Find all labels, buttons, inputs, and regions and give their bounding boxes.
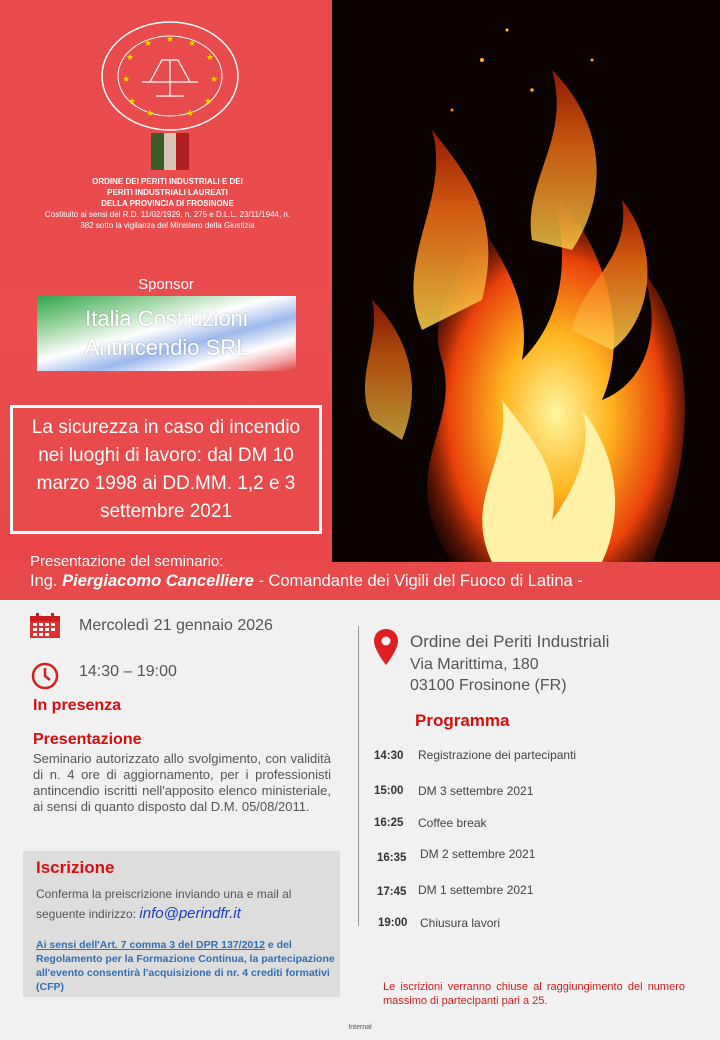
- presentation-label: Presentazione del seminario:: [30, 553, 224, 570]
- org-description: [20, 176, 315, 231]
- svg-text:★: ★: [206, 52, 215, 62]
- org-line-1: ORDINE DEI PERITI INDUSTRIALI E DEI: [92, 177, 243, 186]
- event-time: 14:30 – 19:00: [79, 663, 177, 680]
- registration-heading: Iscrizione: [36, 858, 115, 877]
- event-date: Mercoledì 21 gennaio 2026: [79, 617, 273, 634]
- registration-email-link[interactable]: info@perindfr.it: [139, 905, 241, 922]
- registration-legal-text: e del Regolamento per la Formazione Continua, la partecipazione all'evento consentirà l'acquisizione di nr. 4 crediti formativi (CFP): [36, 939, 335, 993]
- venue-name: Ordine dei Periti Industriali: [410, 632, 610, 651]
- registration-legal: [36, 938, 336, 994]
- description-body: Seminario autorizzato allo svolgimento, con validità di n. 4 ore di aggiornamento, per i professionisti antincendio iscritti nell'apposito elenco ministeriale, ai sensi di quanto disposto dal D.M. 05/08/2011.: [33, 751, 331, 814]
- fire-image: [332, 0, 720, 562]
- clock-icon: [31, 662, 59, 690]
- speaker-line: [30, 572, 583, 591]
- speaker-role: - Comandante dei Vigili del Fuoco di Latina -: [253, 572, 583, 590]
- speaker-name: Piergiacomo Cancelliere: [62, 572, 254, 590]
- program-item-time: 19:00: [378, 917, 408, 929]
- svg-text:★: ★: [210, 74, 219, 84]
- speaker-prefix: Ing.: [30, 572, 63, 590]
- svg-text:★: ★: [146, 108, 155, 118]
- venue-street: Via Marittima, 180: [410, 656, 539, 673]
- svg-text:★: ★: [122, 74, 131, 84]
- program-item-time: 14:30: [374, 750, 404, 762]
- registration-legal-reference: Ai sensi dell'Art. 7 comma 3 del DPR 137/2012: [36, 939, 265, 951]
- org-line-3: DELLA PROVINCIA DI FROSINONE: [101, 199, 234, 208]
- program-item-text: DM 1 settembre 2021: [418, 883, 534, 897]
- org-logo: [100, 20, 240, 132]
- org-line-5: 382 sotto la vigilanza del Ministero della Giustizia: [80, 221, 255, 230]
- program-item-text: Coffee break: [418, 816, 487, 830]
- registration-instructions: Conferma la preiscrizione inviando una e mail al seguente indirizzo:: [36, 887, 292, 921]
- svg-text:★: ★: [204, 96, 213, 106]
- program-item-text: DM 2 settembre 2021: [420, 847, 536, 861]
- calendar-icon: [30, 613, 60, 638]
- registration-notice: Le iscrizioni verranno chiuse al raggiungimento del numero massimo di partecipanti pari a 25.: [383, 981, 685, 1007]
- program-item-text: Registrazione dei partecipanti: [418, 748, 577, 762]
- seminar-title: La sicurezza in caso di incendio nei luoghi di lavoro: dal DM 10 marzo 1998 ai DD.MM. 1,2 e 3 settembre 2021: [31, 416, 301, 522]
- venue-city: 03100 Frosinone (FR): [410, 677, 567, 694]
- program-item-time: 17:45: [377, 886, 407, 898]
- program-item-time: 15:00: [374, 785, 404, 797]
- svg-text:★: ★: [188, 38, 197, 48]
- seminar-title-box: [10, 405, 322, 534]
- registration-text: [36, 885, 326, 924]
- footer-label: Internal: [348, 1024, 372, 1031]
- svg-text:★: ★: [126, 52, 135, 62]
- sponsor-banner: [37, 296, 296, 371]
- program-item-time: 16:25: [374, 817, 404, 829]
- org-line-2: PERITI INDUSTRIALI LAUREATI: [107, 188, 228, 197]
- org-line-4: Costituito ai sensi del R.D. 11/02/1929, n. 275 e D.L.L. 23/11/1944, n.: [44, 210, 291, 219]
- svg-text:★: ★: [166, 34, 175, 44]
- event-mode: In presenza: [33, 697, 122, 714]
- svg-text:★: ★: [128, 96, 137, 106]
- svg-text:★: ★: [186, 108, 195, 118]
- registration-box: [23, 851, 340, 997]
- fire-illustration: [332, 0, 720, 562]
- program-item-text: DM 3 settembre 2021: [418, 784, 534, 798]
- sponsor-name-line-1: Italia Costruzioni: [85, 306, 248, 331]
- sponsor-label: Sponsor: [138, 276, 194, 293]
- program-heading: Programma: [415, 711, 510, 730]
- svg-text:★: ★: [144, 38, 153, 48]
- program-item-text: Chiusura lavori: [420, 916, 501, 930]
- description-heading: Presentazione: [33, 731, 142, 748]
- column-divider: [358, 626, 359, 926]
- program-item-time: 16:35: [377, 852, 407, 864]
- italian-flag: [151, 133, 189, 170]
- sponsor-name-line-2: Antincendio SRL: [84, 335, 249, 360]
- map-pin-icon: [374, 629, 398, 665]
